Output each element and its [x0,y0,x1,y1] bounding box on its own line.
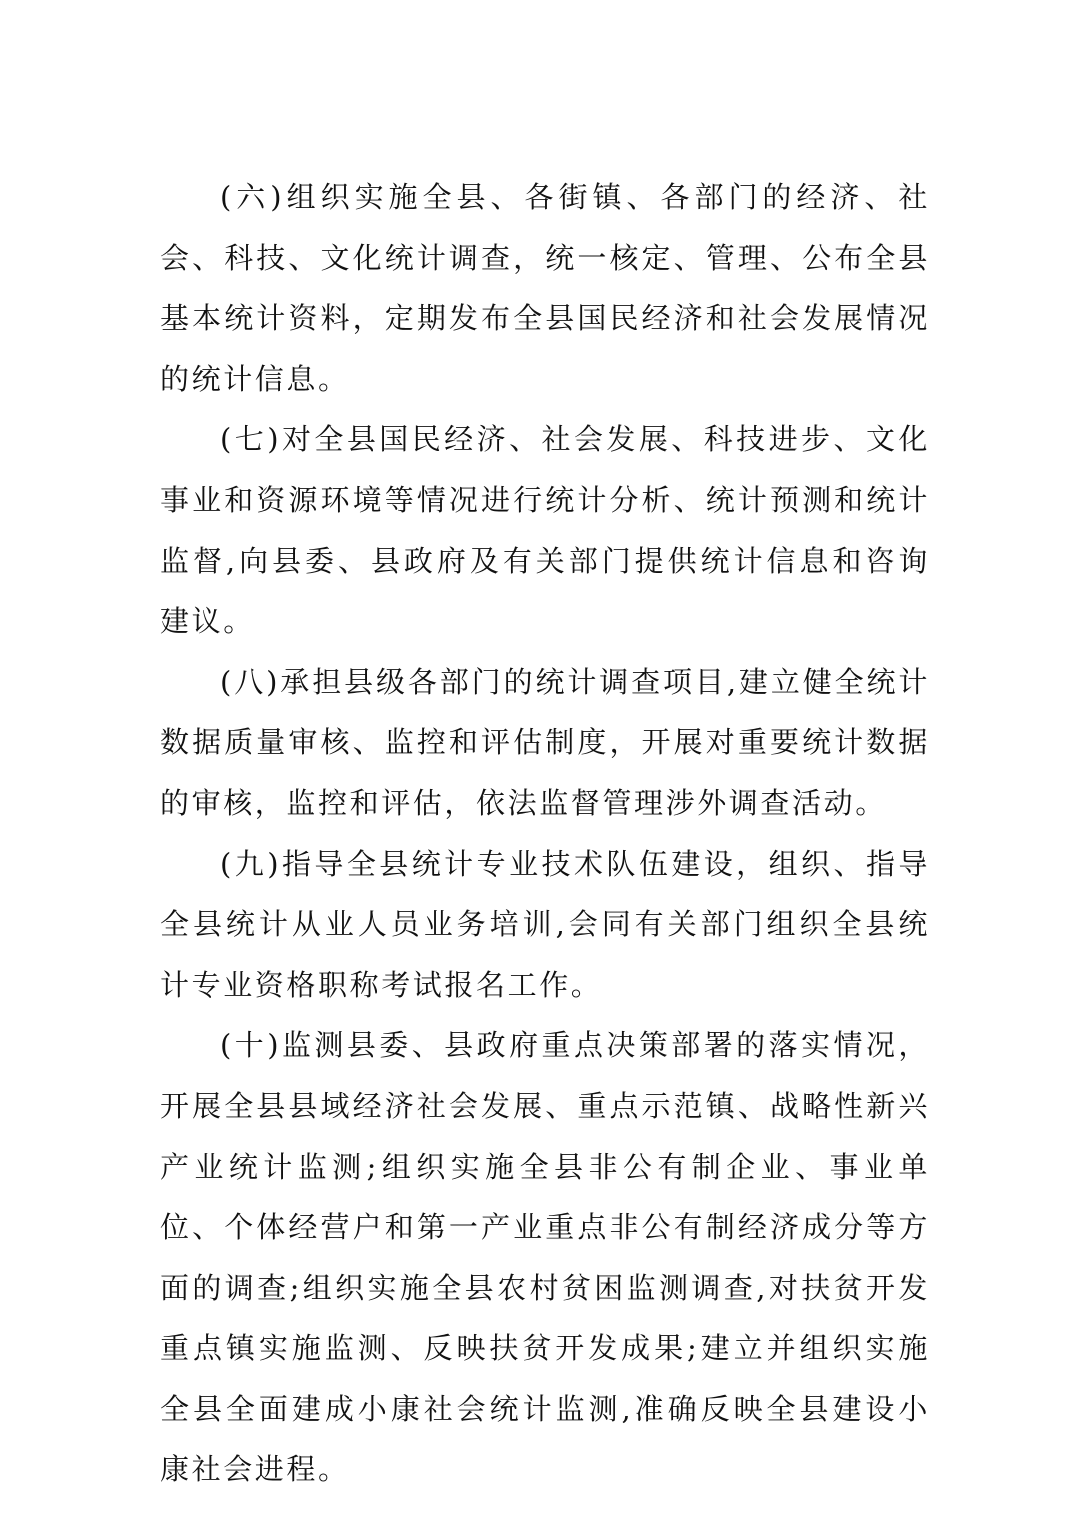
paragraph-7: (七)对全县国民经济、社会发展、科技进步、文化事业和资源环境等情况进行统计分析、统计预测和统计监督,向县委、县政府及有关部门提供统计信息和咨询建议。 [160,422,930,639]
paragraph-9: (九)指导全县统计专业技术队伍建设，组织、指导全县统计从业人员业务培训,会同有关部门组织全县统计专业资格职称考试报名工作。 [160,846,930,1002]
document-body [160,167,930,1500]
paragraph-10: (十)监测县委、县政府重点决策部署的落实情况，开展全县县域经济社会发展、重点示范镇、战略性新兴产业统计监测;组织实施全县非公有制企业、事业单位、个体经营户和第一产业重点非公有制经济成分等方面的调查;组织实施全县农村贫困监测调查,对扶贫开发重点镇实施监测、反映扶贫开发成果;建立并组织实施全县全面建成小康社会统计监测,准确反映全县建设小康社会进程。 [160,1028,930,1487]
paragraph-6: (六)组织实施全县、各街镇、各部门的经济、社会、科技、文化统计调查，统一核定、管理、公布全县基本统计资料，定期发布全县国民经济和社会发展情况的统计信息。 [160,180,930,396]
paragraph-8: (八)承担县级各部门的统计调查项目,建立健全统计数据质量审核、监控和评估制度，开展对重要统计数据的审核，监控和评估，依法监督管理涉外调查活动。 [160,664,930,820]
